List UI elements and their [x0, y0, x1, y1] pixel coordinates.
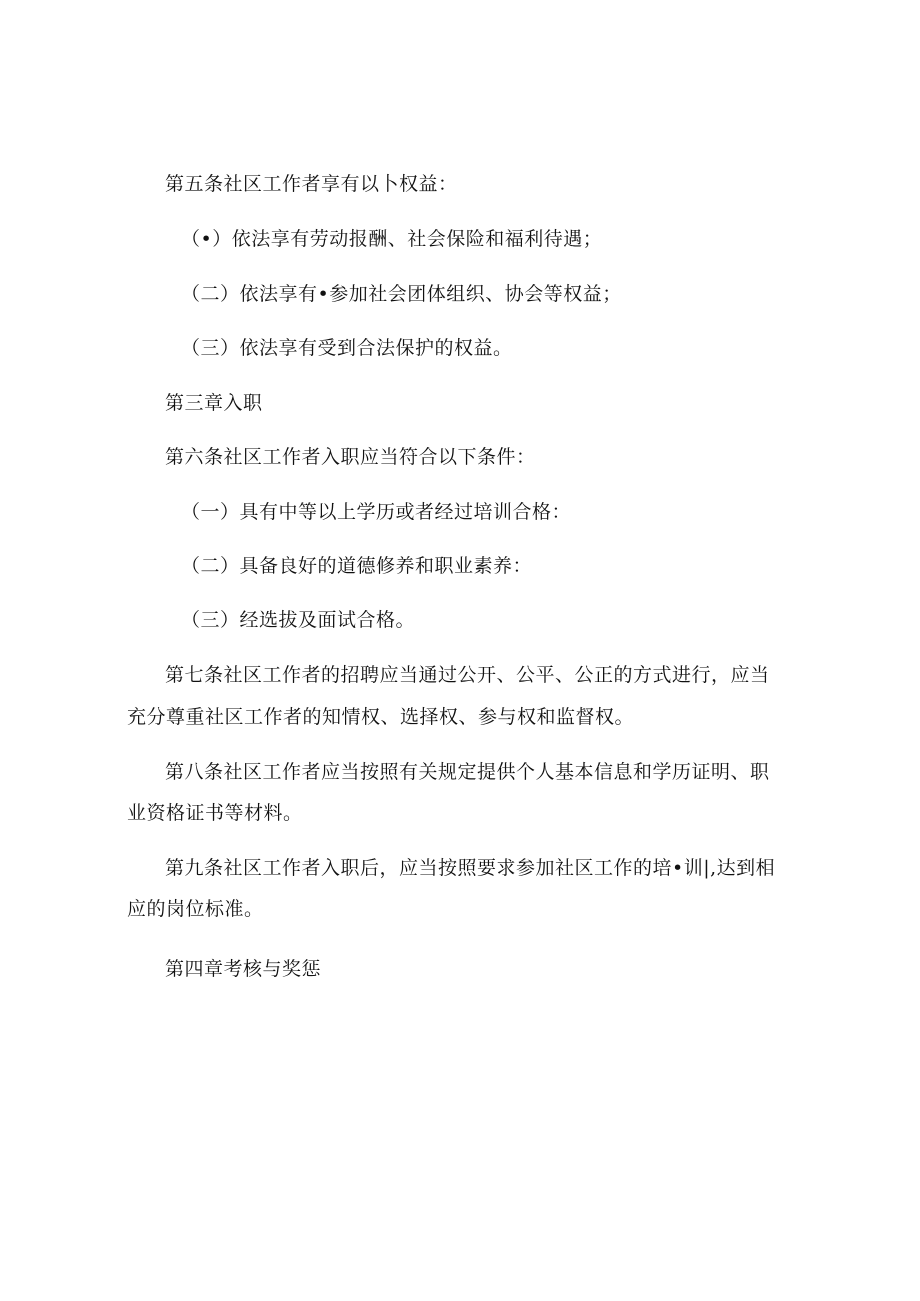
article-8-line-1: 第八条社区工作者应当按照有关规定提供个人基本信息和学历证明、职 [165, 761, 770, 783]
article-5-item-2: （二）依法享有•参加社会团体组织、协会等权益； [181, 283, 622, 305]
article-5-item-1: （•）依法享有劳动报酬、社会保险和福利待遇； [181, 228, 603, 250]
article-9-line-2: 应的岗位标准。 [127, 898, 264, 920]
article-7-line-1: 第七条社区工作者的招聘应当通过公开、公平、公正的方式进行，应当 [165, 664, 770, 686]
article-5-item-3: （三）依法享有受到合法保护的权益。 [181, 337, 513, 359]
article-6-heading: 第六条社区工作者入职应当符合以下条件： [165, 446, 536, 468]
article-5-heading: 第五条社区工作者享有以卜权益： [165, 173, 458, 195]
chapter-3-heading: 第三章入职 [165, 392, 263, 414]
article-6-item-1: （一）具有中等以上学历或者经过培训合格： [181, 501, 572, 523]
chapter-4-heading: 第四章考核与奖惩 [165, 958, 322, 980]
article-8-line-2: 业资格证书等材料。 [127, 802, 303, 824]
article-9-line-1: 第九条社区工作者入职后，应当按照要求参加社区工作的培•训|,达到相 [165, 857, 776, 879]
article-6-item-3: （三）经选拔及面试合格。 [181, 609, 416, 631]
article-6-item-2: （二）具备良好的道德修养和职业素养： [181, 555, 533, 577]
article-7-line-2: 充分尊重社区工作者的知情权、选择权、参与权和监督权。 [127, 706, 635, 728]
